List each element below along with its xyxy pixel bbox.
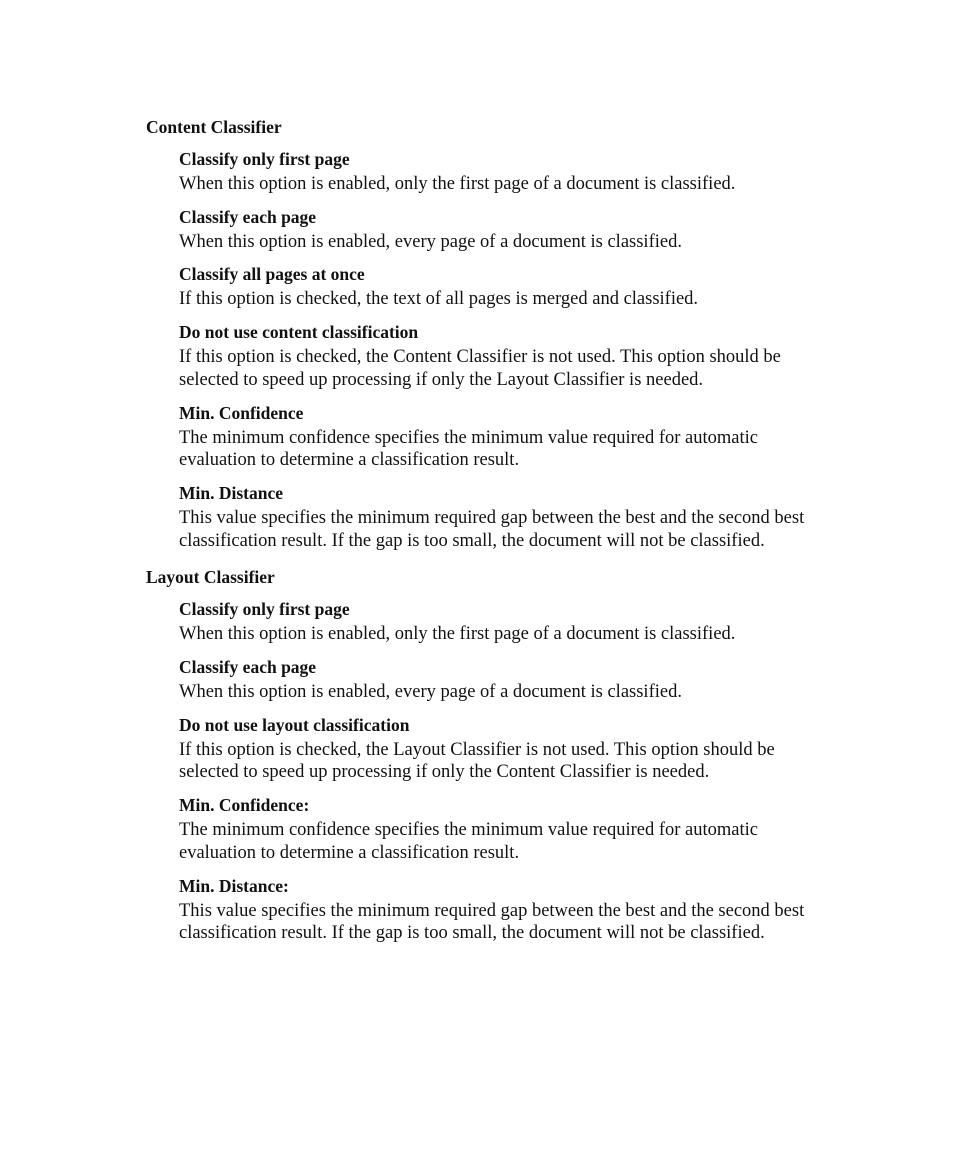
section-heading: Layout Classifier <box>146 567 275 588</box>
section-heading: Content Classifier <box>146 117 282 137</box>
definition-item <box>179 206 836 254</box>
definition-term: Classify each page <box>179 206 317 227</box>
definition-term: Min. Confidence: <box>179 795 310 816</box>
definition-text: This value specifies the minimum required gap between the best and the second best classification result. If the gap is too small, the document will not be classified. <box>179 507 805 551</box>
definition-item <box>179 402 836 472</box>
page-content <box>146 116 836 945</box>
definition-item <box>179 875 836 945</box>
definition-term: Classify only first page <box>179 149 350 169</box>
definition-text: If this option is checked, the Layout Classifier is not used. This option should be selected to speed up processing if only the Content Classifier is needed. <box>179 739 775 783</box>
definition-term: Classify each page <box>179 657 317 678</box>
definition-text: When this option is enabled, only the first page of a document is classified. <box>179 174 736 194</box>
definition-term: Classify only first page <box>179 599 350 620</box>
definition-term: Min. Confidence <box>179 402 304 423</box>
definition-item <box>179 148 836 196</box>
definition-term: Do not use layout classification <box>179 714 410 735</box>
definition-term: Min. Distance: <box>179 875 289 896</box>
definition-text: When this option is enabled, every page of a document is classified. <box>179 682 682 703</box>
definition-item <box>179 482 836 552</box>
definition-item <box>179 714 836 784</box>
definition-item <box>179 263 836 311</box>
definition-item <box>179 656 836 704</box>
section-content-classifier <box>146 116 836 552</box>
definition-text: If this option is checked, the text of all pages is merged and classified. <box>179 289 699 310</box>
definition-list <box>179 598 836 945</box>
definition-text: The minimum confidence specifies the minimum value required for automatic evaluation to determine a classification result. <box>179 820 758 863</box>
definition-list <box>179 148 836 552</box>
definition-text: This value specifies the minimum required gap between the best and the second best classification result. If the gap is too small, the document will not be classified. <box>179 900 805 944</box>
definition-item <box>179 321 836 391</box>
definition-text: When this option is enabled, every page of a document is classified. <box>179 231 682 252</box>
definition-term: Classify all pages at once <box>179 264 365 285</box>
definition-term: Min. Distance <box>179 482 284 503</box>
definition-item <box>179 598 836 646</box>
definition-term: Do not use content classification <box>179 322 419 343</box>
section-layout-classifier <box>146 566 836 945</box>
definition-text: When this option is enabled, only the first page of a document is classified. <box>179 624 736 645</box>
definition-text: The minimum confidence specifies the minimum value required for automatic evaluation to determine a classification result. <box>179 427 758 471</box>
definition-item <box>179 794 836 864</box>
definition-text: If this option is checked, the Content Classifier is not used. This option should be selected to speed up processing if only the Layout Classifier is needed. <box>179 347 781 390</box>
